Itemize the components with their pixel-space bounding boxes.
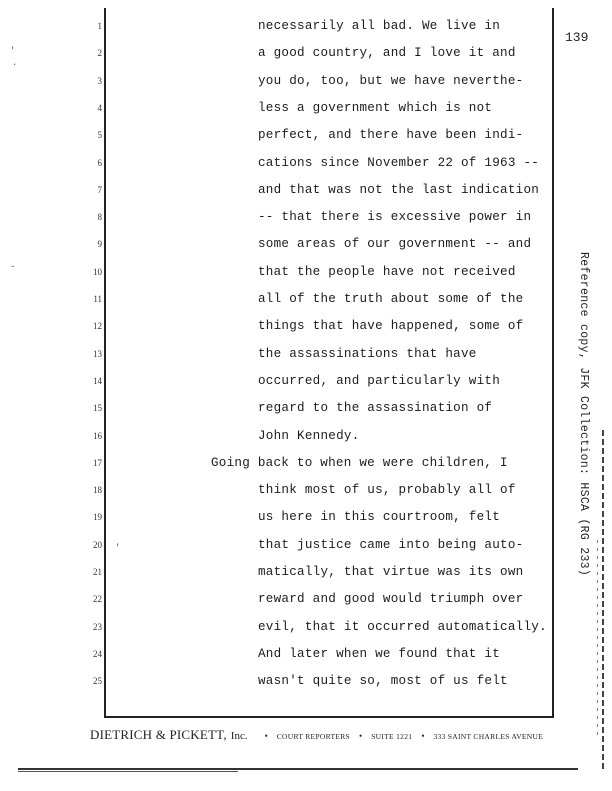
line-number: 25 xyxy=(93,676,102,687)
line-number: 2 xyxy=(97,48,102,59)
transcript-line: reward and good would triumph over xyxy=(258,592,524,607)
line-number: 17 xyxy=(93,457,102,468)
transcript-line: -- that there is excessive power in xyxy=(258,210,532,225)
scan-right-edge xyxy=(602,430,604,770)
transcript-line: us here in this courtroom, felt xyxy=(258,510,501,525)
footer-reporters: COURT REPORTERS xyxy=(276,732,351,741)
line-number: 8 xyxy=(97,212,102,223)
transcript-line: you do, too, but we have neverthe- xyxy=(258,73,524,88)
page-number: 139 xyxy=(565,30,589,45)
transcript-line: things that have happened, some of xyxy=(258,319,524,334)
scan-speck: . xyxy=(12,58,18,68)
transcript-line: cations since November 22 of 1963 -- xyxy=(258,155,540,170)
transcript-line: perfect, and there have been indi- xyxy=(258,128,524,143)
line-number: 15 xyxy=(93,403,102,414)
line-number: 18 xyxy=(93,485,102,496)
line-number: 24 xyxy=(93,648,102,659)
line-number: 5 xyxy=(97,130,102,141)
line-number: 6 xyxy=(97,157,102,168)
reference-stamp: Reference copy, JFK Collection: HSCA (RG 233) xyxy=(577,252,590,577)
transcript-line: regard to the assassination of xyxy=(258,401,493,416)
transcript-line: occurred, and particularly with xyxy=(258,373,501,388)
scan-speck: ' xyxy=(115,543,121,553)
line-number: 22 xyxy=(93,594,102,605)
transcript-line: Going back to when we were children, I xyxy=(211,455,508,470)
line-number: 4 xyxy=(97,102,102,113)
scan-right-edge xyxy=(597,540,598,740)
scan-speck: ' xyxy=(10,46,16,56)
firm-name: DIETRICH & PICKETT, xyxy=(90,727,227,742)
scan-speck: - xyxy=(10,262,16,272)
firm-inc: Inc. xyxy=(230,730,248,742)
transcript-line: necessarily all bad. We live in xyxy=(258,19,501,33)
footer xyxy=(90,726,543,744)
separator-dot: • xyxy=(421,731,425,741)
line-number: 10 xyxy=(93,266,102,277)
line-number: 21 xyxy=(93,567,102,577)
line-number: 12 xyxy=(93,321,102,332)
transcript-line: And later when we found that it xyxy=(258,646,501,661)
transcript-line: and that was not the last indication xyxy=(258,182,540,197)
line-number: 23 xyxy=(93,621,102,632)
line-number: 13 xyxy=(93,348,102,359)
transcript-line: matically, that virtue was its own xyxy=(258,565,524,579)
scan-edge-line xyxy=(18,771,238,772)
transcript-line: the assassinations that have xyxy=(258,346,477,361)
line-number: 14 xyxy=(93,375,102,386)
transcript-line: wasn't quite so, most of us felt xyxy=(258,674,508,689)
transcript-line: a good country, and I love it and xyxy=(258,46,516,61)
transcript-line: think most of us, probably all of xyxy=(258,483,516,498)
transcript-line: that justice came into being auto- xyxy=(258,537,524,552)
line-number: 7 xyxy=(97,184,102,195)
line-number: 9 xyxy=(97,239,102,250)
transcript-line: less a government which is not xyxy=(258,100,493,115)
line-number: 19 xyxy=(93,512,102,523)
transcript-line: that the people have not received xyxy=(258,264,516,279)
line-number: 16 xyxy=(93,430,102,441)
transcript-line: evil, that it occurred automatically. xyxy=(258,619,547,634)
footer-suite: SUITE 1221 xyxy=(371,732,413,741)
transcript-line: John Kennedy. xyxy=(258,428,360,443)
line-number: 1 xyxy=(97,21,102,31)
scan-edge-line xyxy=(18,768,578,770)
transcript-line: some areas of our government -- and xyxy=(258,237,532,252)
footer-address: 333 SAINT CHARLES AVENUE xyxy=(433,732,544,741)
transcript-line: all of the truth about some of the xyxy=(258,292,524,306)
line-number: 3 xyxy=(97,75,102,86)
separator-dot: • xyxy=(264,731,268,741)
line-number: 20 xyxy=(93,539,102,550)
line-number: 11 xyxy=(93,294,102,304)
separator-dot: • xyxy=(359,731,363,741)
